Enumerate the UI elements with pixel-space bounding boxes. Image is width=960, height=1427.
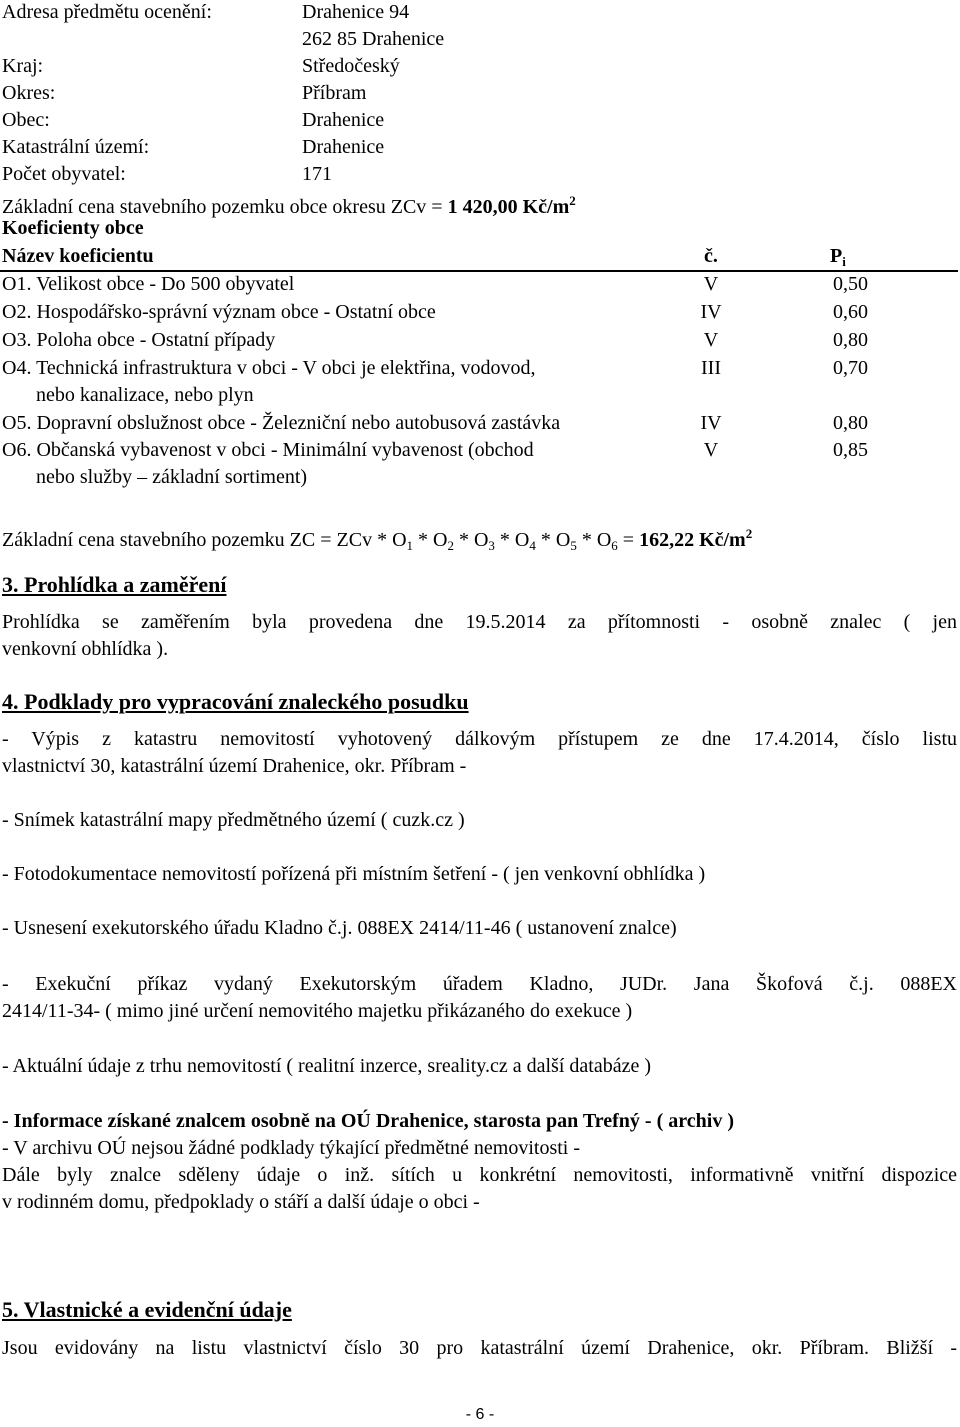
base-price-line [2,189,576,219]
municipality-label: Obec: [2,109,50,131]
section3-line2: venkovní obhlídka ). [2,638,169,660]
coeff-row-class: III [701,357,721,379]
coeff-row-class: IV [700,412,722,434]
population-value: 171 [302,163,332,185]
municipality-value: Drahenice [302,109,385,131]
zc-result-exp: 2 [745,526,753,541]
source-6: - Aktuální údaje z trhu nemovitostí ( realitní inzerce, sreality.cz a další databáze ) [2,1055,651,1077]
source-8: - V archivu OÚ nejsou žádné podklady týkající předmětné nemovitosti - [2,1137,581,1159]
region-value: Středočeský [302,55,400,77]
source-5a: - Exekuční příkaz vydaný Exekutorským úřadem Kladno, JUDr. Jana Škofová č.j. 088EX [2,973,957,995]
address-line1: Drahenice 94 [302,1,410,23]
coeff-col-name: Název koeficientu [2,245,154,267]
coeff-row-class: V [703,329,719,351]
population-label: Počet obyvatel: [2,163,126,185]
coeff-title: Koeficienty obce [2,217,144,239]
coeff-row-value: 0,80 [833,329,868,351]
section3-line1: Prohlídka se zaměřením byla provedena dne 19.5.2014 za přítomnosti - osobně znalec ( jen [2,611,957,633]
coeff-row-name: O2. Hospodářsko-správní význam obce - Ostatní obce [2,301,436,323]
source-7: - Informace získané znalcem osobně na OÚ Drahenice, starosta pan Trefný - ( archiv ) [2,1110,734,1132]
coeff-row-class: IV [700,301,722,323]
coeff-row-value: 0,60 [833,301,868,323]
source-3: - Fotodokumentace nemovitostí pořízená při místním šetření - ( jen venkovní obhlídka ) [2,863,706,885]
coeff-row-name: O5. Dopravní obslužnost obce - Železniční nebo autobusová zastávka [2,412,561,434]
source-4: - Usnesení exekutorského úřadu Kladno č.j. 088EX 2414/11-46 ( ustanovení znalce) [2,917,677,939]
coeff-col-p: $P_i$ [830,245,846,269]
base-price-value: 1 420,00 Kč/m [447,196,570,218]
coeff-row-value: 0,70 [833,357,868,379]
region-label: Kraj: [2,55,44,77]
zc-result: 162,22 Kč/m [639,529,746,551]
coeff-row-name: O4. Technická infrastruktura v obci - V obci je elektřina, vodovod, [2,357,536,379]
base-price-text: Základní cena stavebního pozemku obce okresu ZCv = [2,196,448,218]
coeff-row-name-cont: nebo služby – základní sortiment) [36,466,308,488]
section4-title: 4. Podklady pro vypracování znaleckého posudku [2,689,469,714]
source-5b: 2414/11-34- ( mimo jiné určení nemovitého majetku přikázaného do exekuce ) [2,1000,633,1022]
coeff-row-name: O3. Poloha obce - Ostatní případy [2,329,276,351]
cadastral-value: Drahenice [302,136,385,158]
coeff-col-class: č. [704,245,718,267]
section5-line1: Jsou evidovány na listu vlastnictví číslo 30 pro katastrální území Drahenice, okr. Příbram. Bližší - [2,1337,957,1359]
coeff-row-value: 0,50 [833,273,868,295]
coeff-row-class: V [703,439,719,461]
coeff-row-value: 0,80 [833,412,868,434]
page-number: - 6 - [465,1406,495,1423]
zc-formula: Základní cena stavebního pozemku ZC = ZCv * $O_1 * O_2 * O_3 * O_4 * O_5 * O_6 = 162,22$ $Kč/m^2$ [2,526,753,553]
district-value: Příbram [302,82,367,104]
zc-formula-prefix: Základní cena stavebního pozemku ZC = ZCv * O [2,529,407,551]
address-label: Adresa předmětu ocenění: [2,1,212,23]
section3-title: 3. Prohlídka a zaměření [2,572,227,597]
source-9b: v rodinném domu, předpoklady o stáří a další údaje o obci - [2,1191,480,1213]
source-1b: vlastnictví 30, katastrální území Drahenice, okr. Příbram - [2,755,467,777]
coeff-row-name: O6. Občanská vybavenost v obci - Minimální vybavenost (obchod [2,439,534,461]
address-line2: 262 85 Drahenice [302,28,445,50]
base-price-exp: 2 [569,193,576,208]
source-1a: - Výpis z katastru nemovitostí vyhotovený dálkovým přístupem ze dne 17.4.2014, číslo listu [2,728,957,750]
coeff-row-value: 0,85 [833,439,868,461]
coeff-row-name: O1. Velikost obce - Do 500 obyvatel [2,273,295,295]
coeff-row-class: V [703,273,719,295]
section5-title: 5. Vlastnické a evidenční údaje [2,1297,292,1322]
source-9a: Dále byly znalce sděleny údaje o inž. sítích u konkrétní nemovitosti, informativně vnitřní dispozice [2,1164,957,1186]
source-2: - Snímek katastrální mapy předmětného území ( cuzk.cz ) [2,809,465,831]
cadastral-label: Katastrální území: [2,136,150,158]
district-label: Okres: [2,82,56,104]
coeff-row-name-cont: nebo kanalizace, nebo plyn [36,384,254,406]
